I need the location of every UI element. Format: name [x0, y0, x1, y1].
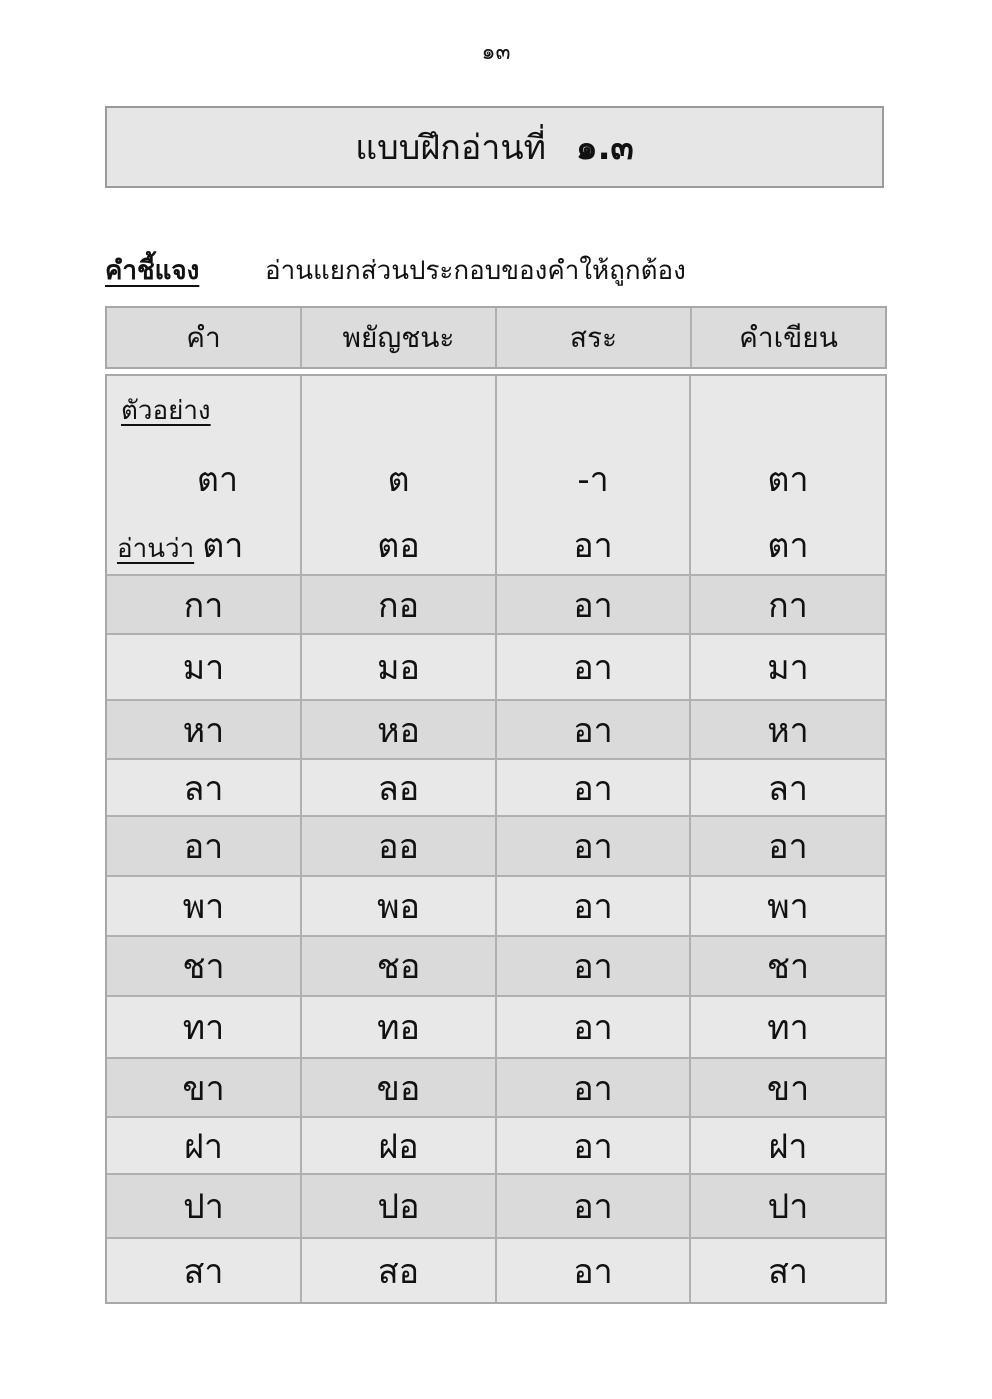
- table-cell-vowel: อา: [497, 817, 691, 877]
- table-cell-written: อา: [691, 817, 885, 877]
- table-cell-vowel: อา: [497, 1059, 691, 1118]
- table-cell-consonant: พอ: [302, 877, 497, 937]
- table-cell-written: ปา: [691, 1175, 885, 1239]
- header-vowel: สระ: [497, 308, 692, 367]
- instruction-label: คำชี้แจง: [105, 256, 200, 286]
- page-number: ๑๓: [481, 40, 511, 65]
- title-box: [105, 106, 884, 188]
- table-cell-word: ฝา: [107, 1118, 302, 1175]
- header-consonant: พยัญชนะ: [302, 308, 497, 367]
- reading-table: [105, 374, 887, 1304]
- table-cell-written: ขา: [691, 1059, 885, 1118]
- table-cell-consonant: มอ: [302, 635, 497, 701]
- table-cell-consonant: ชอ: [302, 937, 497, 997]
- table-cell-vowel: อา: [497, 997, 691, 1059]
- table-cell-written: ชา: [691, 937, 885, 997]
- instruction: [105, 250, 885, 290]
- table-cell-consonant: กอ: [302, 576, 497, 635]
- table-cell-consonant: หอ: [302, 701, 497, 760]
- example-read-consonant: ตอ: [377, 526, 420, 566]
- example-consonant-cell: [302, 376, 497, 576]
- table-cell-written: มา: [691, 635, 885, 701]
- table-cell-consonant: สอ: [302, 1239, 497, 1302]
- table-cell-word: กา: [107, 576, 302, 635]
- table-cell-word: มา: [107, 635, 302, 701]
- table-cell-vowel: อา: [497, 635, 691, 701]
- example-vowel-cell: [497, 376, 691, 576]
- example-word: ตา: [196, 460, 239, 500]
- header-word: คำ: [107, 308, 302, 367]
- table-cell-consonant: ฝอ: [302, 1118, 497, 1175]
- example-read-written: ตา: [767, 526, 809, 566]
- read-as-label: อ่านว่า: [117, 534, 195, 564]
- table-cell-vowel: อา: [497, 701, 691, 760]
- exercise-number: ๑.๓: [576, 128, 634, 168]
- example-vowel: -า: [577, 460, 609, 500]
- table-cell-written: ลา: [691, 760, 885, 817]
- table-cell-vowel: อา: [497, 877, 691, 937]
- table-cell-word: ปา: [107, 1175, 302, 1239]
- table-cell-word: หา: [107, 701, 302, 760]
- table-cell-word: ลา: [107, 760, 302, 817]
- table-cell-written: หา: [691, 701, 885, 760]
- table-cell-written: ฝา: [691, 1118, 885, 1175]
- table-cell-consonant: ปอ: [302, 1175, 497, 1239]
- table-cell-consonant: ออ: [302, 817, 497, 877]
- table-cell-vowel: อา: [497, 1175, 691, 1239]
- header-written: คำเขียน: [739, 320, 838, 354]
- table-cell-vowel: อา: [497, 576, 691, 635]
- table-cell-word: สา: [107, 1239, 302, 1302]
- table-cell-consonant: ลอ: [302, 760, 497, 817]
- table-cell-written: พา: [691, 877, 885, 937]
- table-cell-word: ทา: [107, 997, 302, 1059]
- table-cell-written: ทา: [691, 997, 885, 1059]
- table-cell-vowel: อา: [497, 760, 691, 817]
- table-cell-consonant: ทอ: [302, 997, 497, 1059]
- instruction-text: อ่านแยกส่วนประกอบของคำให้ถูกต้อง: [265, 256, 686, 286]
- table-cell-vowel: อา: [497, 937, 691, 997]
- table-cell-vowel: อา: [497, 1239, 691, 1302]
- table-cell-written: สา: [691, 1239, 885, 1302]
- example-label: ตัวอย่าง: [121, 396, 211, 426]
- table-cell-word: ขา: [107, 1059, 302, 1118]
- example-read-vowel: อา: [573, 526, 613, 566]
- example-read-word: ตา: [202, 526, 244, 566]
- example-word-cell: [107, 376, 302, 576]
- table-cell-word: พา: [107, 877, 302, 937]
- table-cell-word: ชา: [107, 937, 302, 997]
- table-cell-vowel: อา: [497, 1118, 691, 1175]
- example-read-line: [117, 518, 243, 572]
- example-written: ตา: [767, 460, 809, 500]
- example-consonant: ต: [387, 460, 410, 500]
- page-title: แบบฝึกอ่านที่: [355, 128, 546, 168]
- table-cell-consonant: ขอ: [302, 1059, 497, 1118]
- table-cell-written: กา: [691, 576, 885, 635]
- table-header: [105, 306, 887, 369]
- example-written-cell: [691, 376, 885, 576]
- table-cell-word: อา: [107, 817, 302, 877]
